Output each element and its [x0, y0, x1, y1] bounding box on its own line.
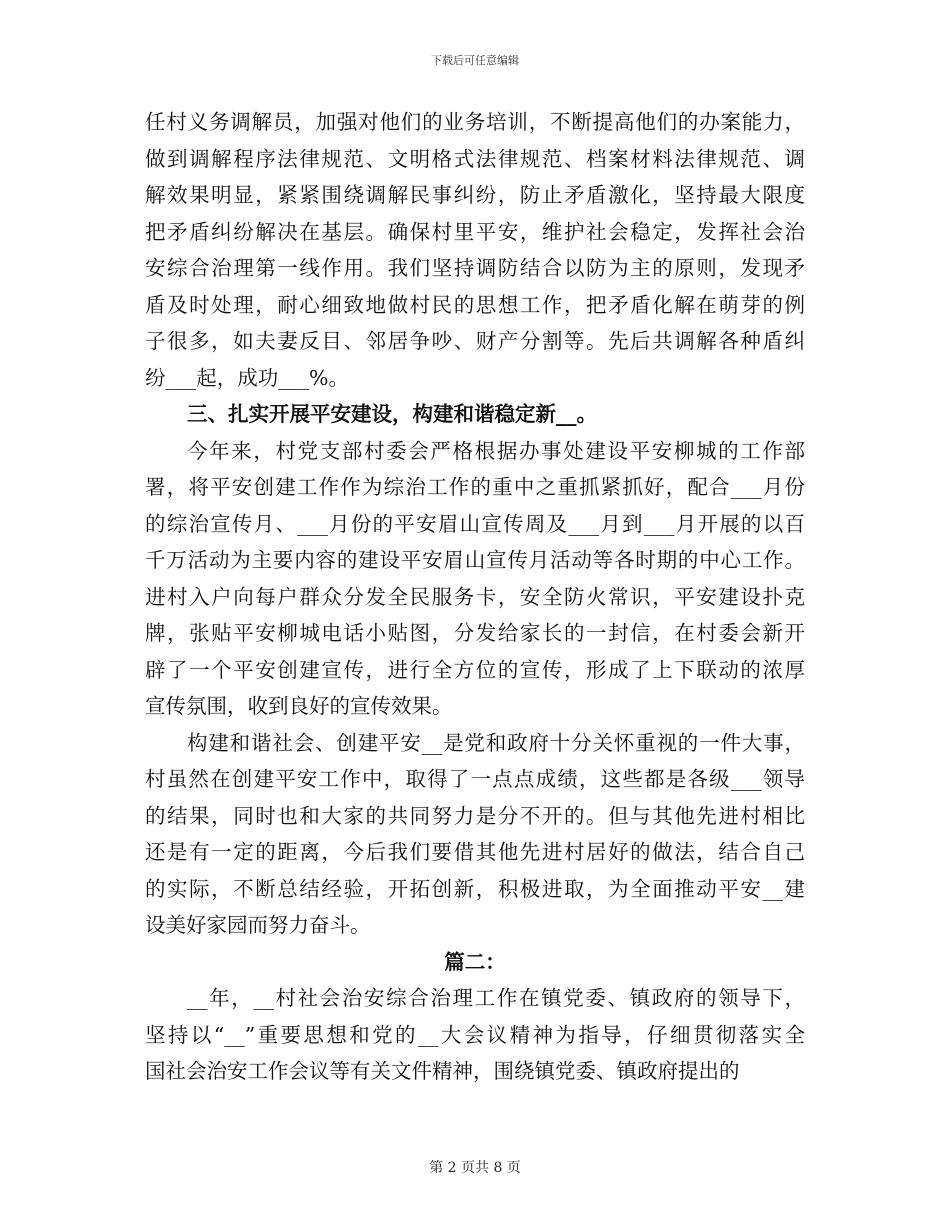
text-line: 子很多，如夫妻反目、邻居争吵、财产分割等。先后共调解各种盾纠 — [145, 329, 805, 353]
text-line: __年，__村社会治安综合治理工作在镇党委、镇政府的领导下， — [187, 986, 805, 1010]
text-line: 构建和谐社会、创建平安__是党和政府十分关怀重视的一件大事， — [187, 730, 805, 755]
text-line: 还是有一定的距离，今后我们要借其他先进村居好的做法，结合自己 — [145, 840, 805, 864]
page-footer: 第 2 页共 8 页 — [429, 1160, 521, 1176]
text-line: 盾及时处理，耐心细致地做村民的思想工作，把矛盾化解在萌芽的例 — [145, 292, 805, 317]
text-line: 纷___起，成功___%。 — [145, 365, 349, 390]
text-line: 的实际，不断总结经验，开拓创新，积极进取，为全面推动平安__建 — [145, 876, 805, 901]
text-line: 宣传氛围，收到良好的宣传效果。 — [145, 694, 453, 718]
text-line: 署，将平安创建工作作为综治工作的重中之重抓紧抓好，配合___月份 — [145, 475, 805, 499]
text-line: 解效果明显，紧紧围绕调解民事纠纷，防止矛盾激化，坚持最大限度 — [145, 183, 805, 207]
text-line: 辟了一个平安创建宣传，进行全方位的宣传，形成了上下联动的浓厚 — [145, 657, 805, 682]
text-line: 坚持以“__”重要思想和党的__大会议精神为指导，仔细贯彻落实全 — [145, 1022, 805, 1047]
text-line: 进村入户向每户群众分发全民服务卡，安全防火常识，平安建设扑克 — [145, 584, 805, 609]
text-line: 把矛盾纠纷解决在基层。确保村里平安，维护社会稳定，发挥社会治 — [145, 219, 805, 244]
page-header: 下载后可任意编辑 — [431, 54, 519, 67]
text-line: 牌，张贴平安柳城电话小贴图，分发给家长的一封信，在村委会新开 — [145, 621, 805, 645]
document-body — [145, 104, 805, 1090]
section-heading: 三、扎实开展平安建设，构建和谐稳定新__。 — [187, 402, 597, 426]
text-line: 村虽然在创建平安工作中，取得了一点点成绩，这些都是各级___领导 — [145, 767, 805, 791]
text-line: 今年来，村党支部村委会严格根据办事处建设平安柳城的工作部 — [187, 438, 805, 463]
text-line: 任村义务调解员，加强对他们的业务培训，不断提高他们的办案能力， — [145, 110, 805, 134]
section-title: 篇二： — [444, 949, 506, 974]
text-line: 设美好家园而努力奋斗。 — [145, 913, 371, 937]
text-line: 安综合治理第一线作用。我们坚持调防结合以防为主的原则，发现矛 — [145, 256, 805, 280]
text-line: 做到调解程序法律规范、文明格式法律规范、档案材料法律规范、调 — [145, 146, 805, 171]
text-line: 的结果，同时也和大家的共同努力是分不开的。但与其他先进村相比 — [145, 803, 805, 828]
text-line: 国社会治安工作会议等有关文件精神，围绕镇党委、镇政府提出的 — [145, 1059, 740, 1083]
text-line: 的综治宣传月、___月份的平安眉山宣传周及___月到___月开展的以百 — [145, 511, 805, 536]
text-line: 千万活动为主要内容的建设平安眉山宣传月活动等各时期的中心工作。 — [145, 548, 805, 572]
